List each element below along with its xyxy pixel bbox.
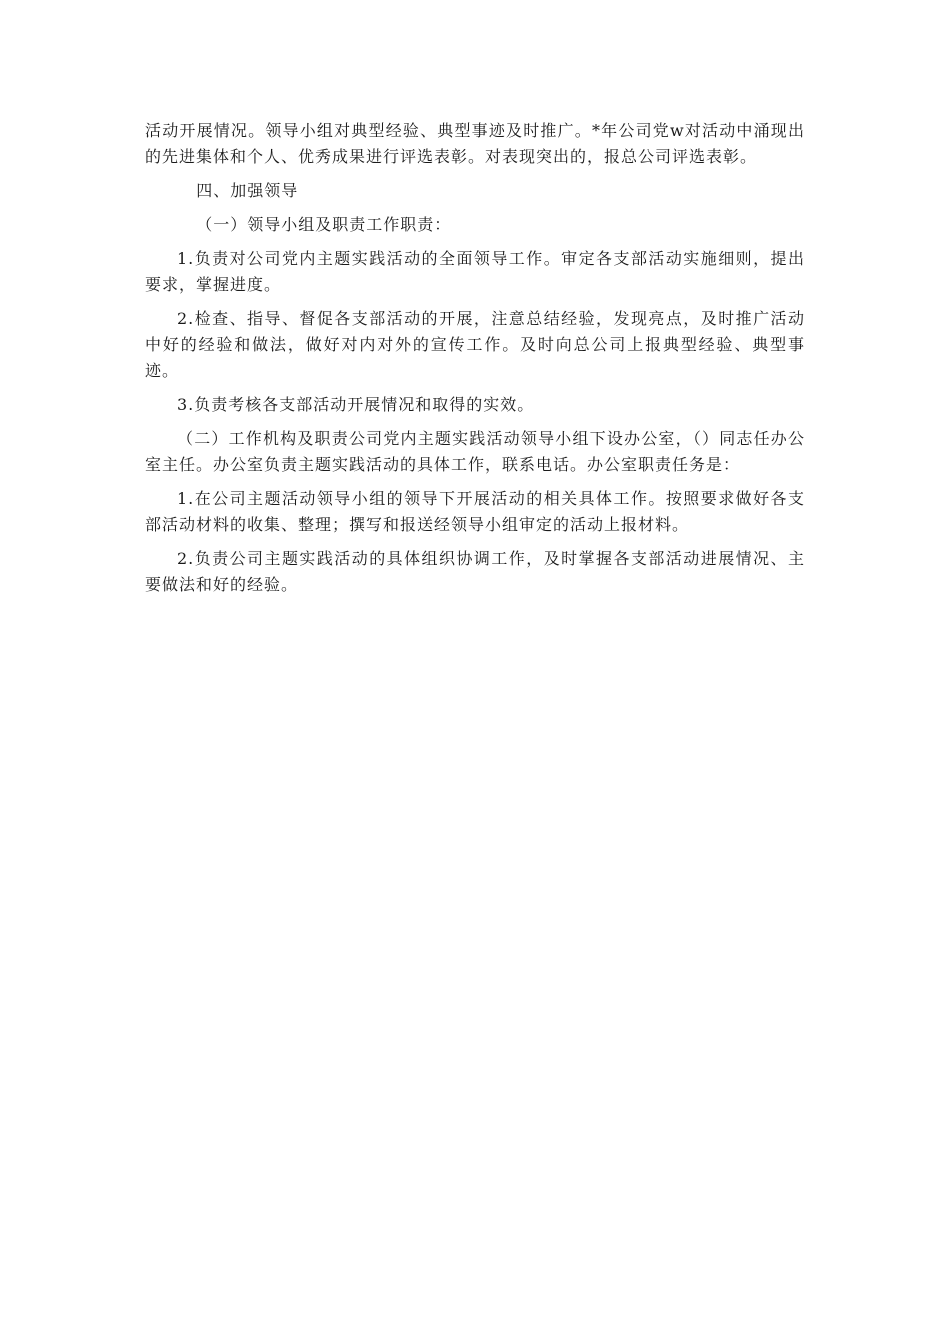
paragraph-duty-2: 2.检查、指导、督促各支部活动的开展，注意总结经验，发现亮点，及时推广活动中好的经验和做法，做好对内对外的宣传工作。及时向总公司上报典型经验、典型事迹。 <box>145 309 805 380</box>
section-heading-strengthen-leadership: 四、加强领导 <box>196 181 299 200</box>
paragraph-office-structure: （二）工作机构及职责公司党内主题实践活动领导小组下设办公室，（）同志任办公室主任。办公室负责主题实践活动的具体工作，联系电话。办公室职责任务是： <box>145 429 805 474</box>
paragraph-duty-3: 3.负责考核各支部活动开展情况和取得的实效。 <box>177 395 535 414</box>
paragraph-activity-summary: 活动开展情况。领导小组对典型经验、典型事迹及时推广。*年公司党w对活动中涌现出的先进集体和个人、优秀成果进行评选表彰。对表现突出的，报总公司评选表彰。 <box>145 121 805 166</box>
document-body <box>145 118 805 606</box>
subheading-leading-group-duties: （一）领导小组及职责工作职责： <box>196 215 452 234</box>
paragraph-office-task-1: 1.在公司主题活动领导小组的领导下开展活动的相关具体工作。按照要求做好各支部活动材料的收集、整理；撰写和报送经领导小组审定的活动上报材料。 <box>145 489 805 534</box>
paragraph-office-task-2: 2.负责公司主题实践活动的具体组织协调工作，及时掌握各支部活动进展情况、主要做法和好的经验。 <box>145 549 805 594</box>
paragraph-duty-1: 1.负责对公司党内主题实践活动的全面领导工作。审定各支部活动实施细则，提出要求，掌握进度。 <box>145 249 805 294</box>
